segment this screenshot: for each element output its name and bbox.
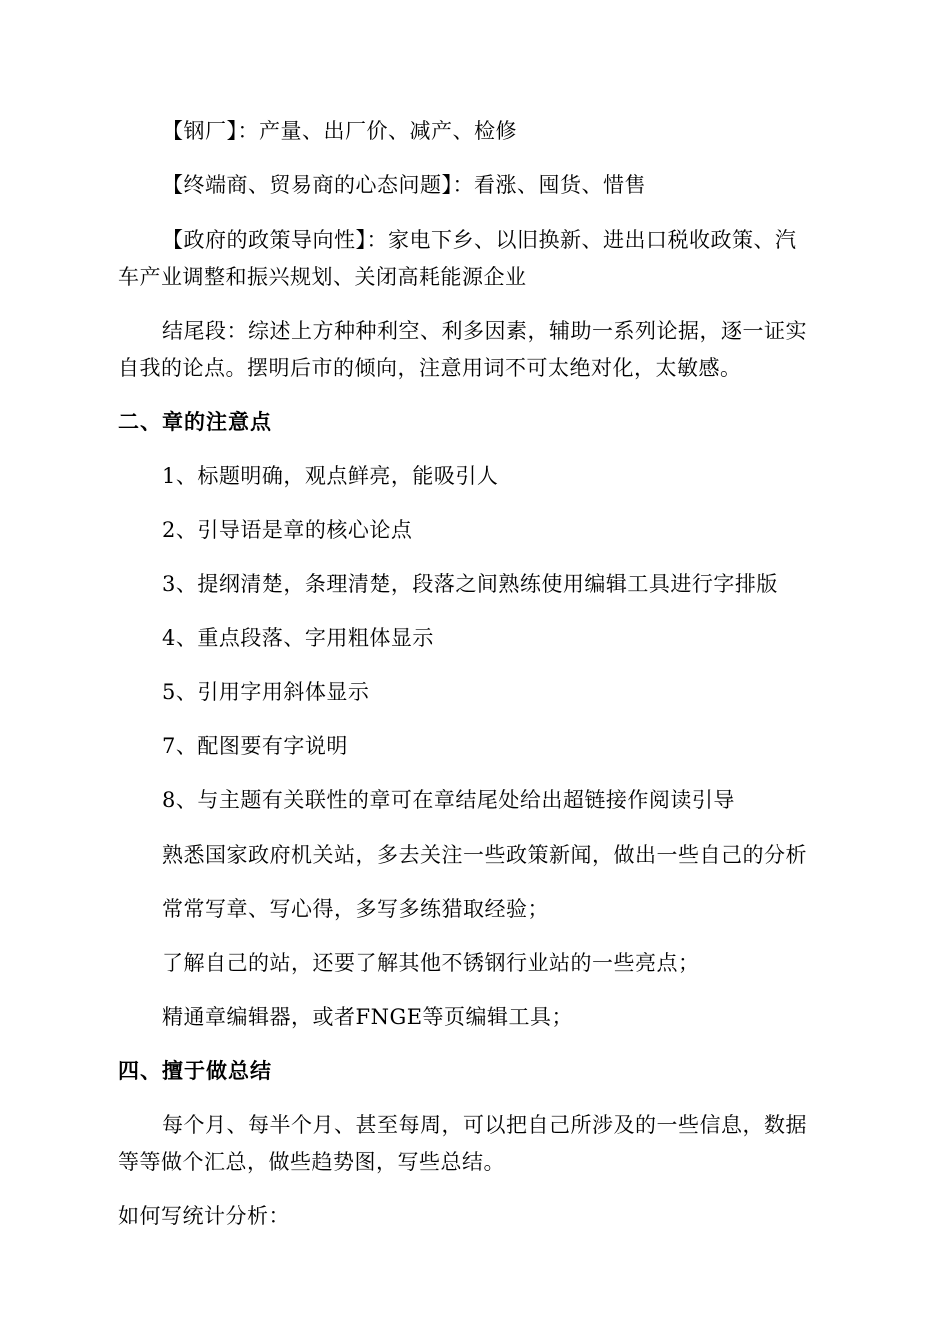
note-line: 常常写章、写心得，多写多练猎取经验； bbox=[162, 897, 549, 921]
paragraph-how-to-write: 如何写统计分析： bbox=[118, 1204, 290, 1228]
section-heading-attention-points: 二、章的注意点 bbox=[118, 410, 272, 434]
paragraph-policy-line2: 车产业调整和振兴规划、关闭高耗能源企业 bbox=[118, 265, 527, 289]
list-item: 5、引用字用斜体显示 bbox=[162, 680, 370, 704]
paragraph-steel-mill: 【钢厂】：产量、出厂价、减产、检修 bbox=[162, 119, 517, 143]
paragraph-policy-line1: 【政府的政策导向性】：家电下乡、以旧换新、进出口税收政策、汽 bbox=[162, 228, 797, 252]
list-item: 3、提纲清楚，条理清楚，段落之间熟练使用编辑工具进行字排版 bbox=[162, 572, 778, 596]
list-item: 1、标题明确，观点鲜亮，能吸引人 bbox=[162, 464, 499, 488]
paragraph-conclusion-line2: 自我的论点。摆明后市的倾向，注意用词不可太绝对化，太敏感。 bbox=[118, 356, 742, 380]
paragraph-conclusion-line1: 结尾段：综述上方种种利空、利多因素，辅助一系列论据，逐一证实 bbox=[162, 319, 807, 343]
list-item: 7、配图要有字说明 bbox=[162, 734, 348, 758]
list-item: 4、重点段落、字用粗体显示 bbox=[162, 626, 434, 650]
paragraph-dealer-mindset: 【终端商、贸易商的心态问题】：看涨、囤货、惜售 bbox=[162, 173, 646, 197]
note-line: 熟悉国家政府机关站，多去关注一些政策新闻，做出一些自己的分析 bbox=[162, 843, 807, 867]
list-item: 2、引导语是章的核心论点 bbox=[162, 518, 413, 542]
paragraph-summary-line1: 每个月、每半个月、甚至每周，可以把自己所涉及的一些信息，数据 bbox=[162, 1113, 807, 1137]
list-item: 8、与主题有关联性的章可在章结尾处给出超链接作阅读引导 bbox=[162, 788, 735, 812]
note-line: 了解自己的站，还要了解其他不锈钢行业站的一些亮点； bbox=[162, 951, 700, 975]
paragraph-summary-line2: 等等做个汇总，做些趋势图，写些总结。 bbox=[118, 1150, 505, 1174]
section-heading-summary: 四、擅于做总结 bbox=[118, 1059, 272, 1083]
note-line: 精通章编辑器，或者FNGE等页编辑工具； bbox=[162, 1005, 574, 1029]
